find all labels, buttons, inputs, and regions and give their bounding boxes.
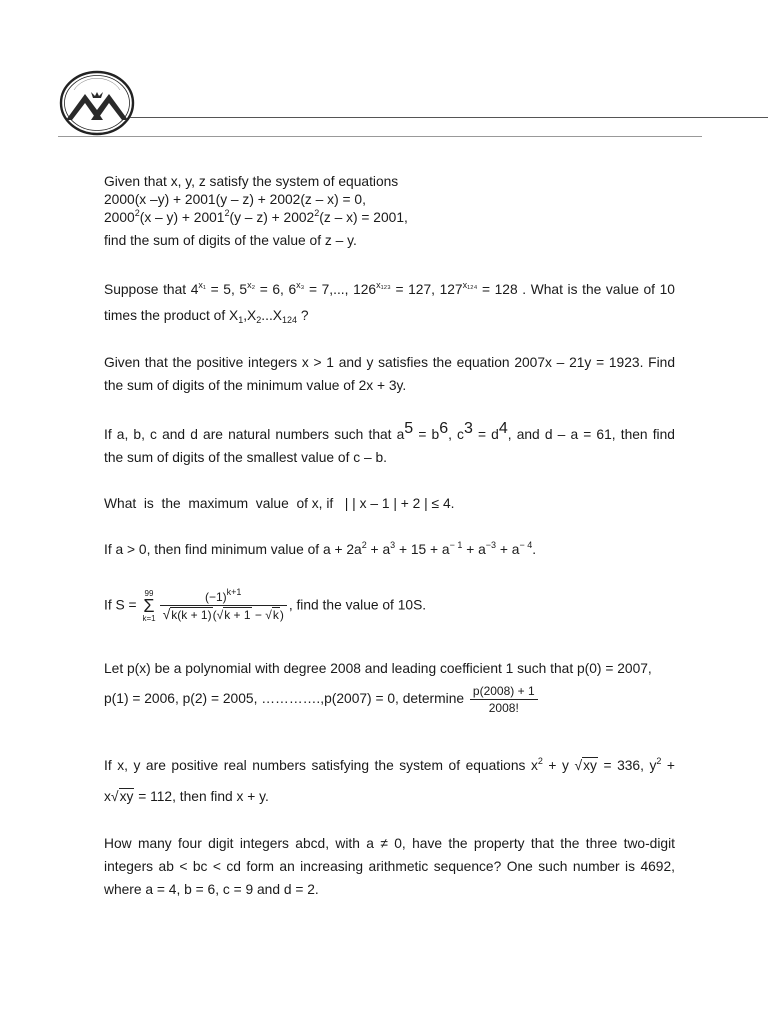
header-rule-bottom [58, 136, 702, 137]
problem-2 [104, 277, 675, 329]
problem-4 [104, 420, 675, 469]
problem-6: If a > 0, then find minimum value of $a + 2a^2 + a^3 + 15 + a^{- 1} + a^{-3} + a^{- 4}$. [104, 540, 537, 557]
problem-1-line-3: $2000^2(x - y) + 2001^2(y - z) + 2002^2(z - x) = 2001$, [104, 208, 408, 225]
problem-1-line-2: 2000(x –y) + 2001(y – z) + 2002(z – x) = 0, [104, 192, 366, 207]
problem-1-line-4: find the sum of digits of the value of z – y. [104, 233, 357, 248]
problem-9-line-2: x√xy = 112, then find x + y. [104, 788, 269, 804]
problem-9-line-1: If x, y are positive real numbers satisfying the system of equations $x^2 + y$ √xy = 336, $y^2$ + [104, 756, 675, 773]
problem-1-line-1: Given that x, y, z satisfy the system of equations [104, 174, 399, 189]
problem-1 [104, 173, 675, 250]
fraction: $\frac{(-1)^{k+1}}{√k(k + 1)(√k + 1 - √k)}$ [160, 590, 287, 622]
problem-10: How many four digit integers abcd, with a ≠ 0, have the property that the three two-digit integers ab < bc < cd form an increasing arithmetic sequence? One such number is 4692, where a = 4, b = 6, c = 9 and d = 2. [104, 836, 675, 897]
summation: 99 Σ k=1 [142, 589, 156, 623]
problem-8 [104, 660, 675, 715]
problem-7: If S = 99 Σ k=1 $\frac{(-1)^{k+1}}{√k(k + 1)(√k + 1 - √k)}$ , find the value of 10S. [104, 587, 427, 623]
problem-3: Given that the positive integers x > 1 and y satisfies the equation 2007x – 21y = 1923. Find the sum of digits of the minimum value of 2x + 3y. [104, 355, 675, 393]
problem-2-line-1: Suppose that $4^{x_1} = 5$, $5^{x_2} = 6$, $6^{x_3} = 7$,..., $126^{x_{123}} = 127$, $127^{x_{124}} = 128$ . What is the value of 10 [104, 280, 675, 297]
fraction: $\frac{p(2008) + 1}{2008!}$ [470, 684, 538, 715]
problem-9 [104, 750, 675, 812]
header-rule-top [130, 117, 768, 118]
problem-8-line-2: p(1) = 2006, p(2) = 2005, ………….,p(2007) = 0, determine $\frac{p(2008) + 1}{2008!}$ [104, 684, 675, 715]
problem-8-line-1: Let p(x) be a polynomial with degree 2008 and leading coefficient 1 such that p(0) = 2007, [104, 661, 652, 676]
problem-4-line-1: If a, b, c and d are natural numbers such that $a^5 = b^6$, $c^3 = d^4$, and d – a = 61, then find [104, 420, 675, 442]
problem-2-line-2: times the product of $X_1,X_2...X_{124}$ ? [104, 308, 309, 325]
problem-5: What is the maximum value of x, if | | x – 1 | + 2 | ≤ 4. [104, 496, 455, 511]
logo-emblem [58, 70, 136, 136]
problem-4-line-2: the sum of digits of the smallest value of c – b. [104, 450, 387, 465]
